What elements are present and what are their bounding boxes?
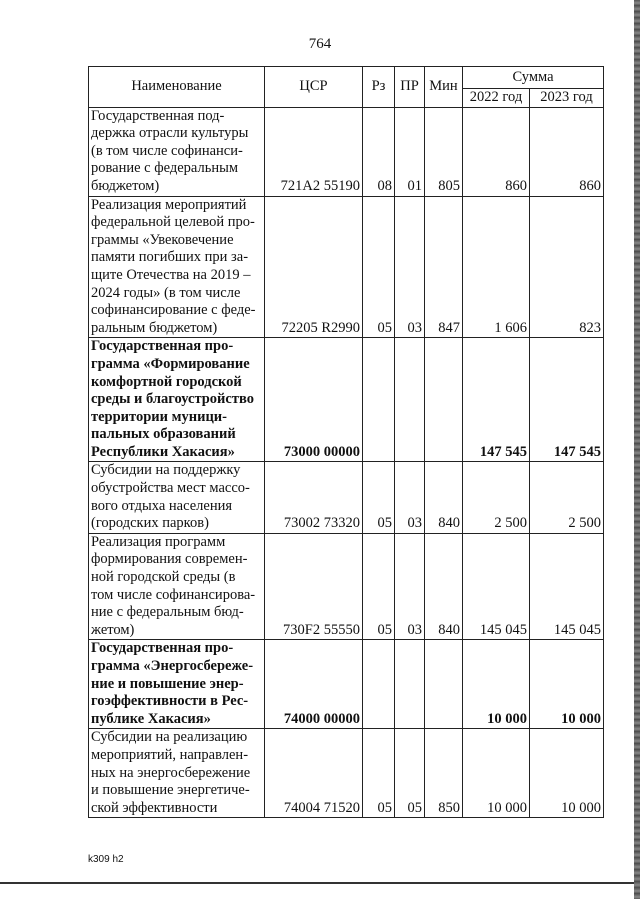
row-name-line: публике Хакасия» [91, 710, 211, 727]
row-name-line: бюджетом) [91, 177, 160, 194]
row-rz: 08 [363, 107, 395, 196]
row-name-line: держка отрасли культуры [91, 125, 249, 142]
row-name-line: ской эффективности [91, 799, 218, 816]
row-name-line: том числе софинансирова- [91, 586, 256, 603]
row-name-line: грамма «Формирование [91, 355, 250, 372]
row-csr: 72205 R2990 [265, 196, 363, 338]
row-pr [395, 640, 425, 729]
row-pr [395, 338, 425, 462]
row-name-line: ральным бюджетом) [91, 319, 218, 336]
row-sum-2023: 2 500 [530, 462, 604, 533]
table-row [89, 338, 604, 462]
row-sum-2022: 10 000 [463, 640, 530, 729]
row-name-line: гоэффективности в Рес- [91, 693, 249, 710]
row-name-line: софинансирование с феде- [91, 302, 256, 319]
row-min: 840 [425, 462, 463, 533]
row-name-line: грамма «Энергосбереже- [91, 658, 254, 674]
header-csr: ЦСР [265, 67, 363, 108]
row-name-line: Реализация программ [91, 533, 226, 550]
row-name-line: Государственная под- [91, 107, 225, 124]
header-min: Мин [425, 67, 463, 108]
row-pr: 01 [395, 107, 425, 196]
row-sum-2023: 10 000 [530, 729, 604, 818]
header-year-2022: 2022 год [463, 89, 530, 108]
row-sum-2022: 2 500 [463, 462, 530, 533]
row-name [89, 196, 265, 338]
row-rz: 05 [363, 533, 395, 640]
header-pr: ПР [395, 67, 425, 108]
row-name-line: ние и повышение энер- [91, 675, 244, 692]
header-rz: Рз [363, 67, 395, 108]
row-name-line: ных на энергосбережение [91, 764, 251, 781]
row-name [89, 533, 265, 640]
row-name-line: обустройства мест массо- [91, 480, 250, 497]
row-rz: 05 [363, 462, 395, 533]
row-name-line: комфортной городской [91, 373, 242, 390]
row-pr: 03 [395, 462, 425, 533]
row-min: 840 [425, 533, 463, 640]
page-number: 764 [308, 36, 332, 52]
row-pr: 03 [395, 196, 425, 338]
bottom-rule [0, 882, 640, 884]
row-name-line: 2024 годы» (в том числе [91, 284, 241, 301]
table-row [89, 107, 604, 196]
row-name-line: жетом) [91, 621, 135, 638]
table-body [89, 107, 604, 818]
row-sum-2022: 860 [463, 107, 530, 196]
row-name-line: и повышение энергетиче- [91, 782, 250, 799]
table-row [89, 640, 604, 729]
row-sum-2022: 10 000 [463, 729, 530, 818]
row-sum-2023: 147 545 [530, 338, 604, 462]
table-row [89, 533, 604, 640]
row-name-line: щите Отечества на 2019 – [91, 266, 251, 283]
row-name-line: (городских парков) [91, 515, 209, 532]
row-name-line: рование с федеральным [91, 160, 239, 177]
budget-table [88, 66, 604, 818]
row-name-line: Государственная про- [91, 640, 234, 657]
row-name-line: Субсидии на реализацию [91, 729, 248, 746]
row-name-line: Субсидии на поддержку [91, 462, 241, 479]
row-rz [363, 640, 395, 729]
row-pr: 03 [395, 533, 425, 640]
row-name-line: (в том числе софинанси- [91, 142, 243, 159]
row-pr: 05 [395, 729, 425, 818]
row-name-line: Республики Хакасия» [91, 443, 235, 460]
row-name-line: среды и благоустройство [91, 391, 254, 408]
footer-code: k309 h2 [88, 854, 124, 865]
header-year-2023: 2023 год [530, 89, 604, 108]
header-sum: Сумма [463, 67, 604, 89]
header-name: Наименование [89, 67, 265, 108]
row-csr: 73002 73320 [265, 462, 363, 533]
row-csr: 73000 00000 [265, 338, 363, 462]
row-min [425, 640, 463, 729]
row-csr: 74004 71520 [265, 729, 363, 818]
row-name-line: граммы «Увековечение [91, 231, 234, 248]
row-name-line: мероприятий, направлен- [91, 746, 249, 763]
row-sum-2023: 145 045 [530, 533, 604, 640]
row-sum-2022: 147 545 [463, 338, 530, 462]
row-sum-2023: 10 000 [530, 640, 604, 729]
row-sum-2022: 145 045 [463, 533, 530, 640]
row-name-line: формирования современ- [91, 551, 248, 568]
row-min: 850 [425, 729, 463, 818]
row-csr: 74000 00000 [265, 640, 363, 729]
row-sum-2023: 823 [530, 196, 604, 338]
row-name [89, 107, 265, 196]
row-sum-2023: 860 [530, 107, 604, 196]
table-row [89, 729, 604, 818]
row-name-line: ной городской среды (в [91, 569, 236, 586]
row-name-line: федеральной целевой про- [91, 214, 255, 231]
row-name [89, 462, 265, 533]
row-name-line: Реализация мероприятий [91, 196, 247, 213]
row-name [89, 729, 265, 818]
row-rz: 05 [363, 196, 395, 338]
row-name-line: ние с федеральным бюд- [91, 604, 244, 621]
row-sum-2022: 1 606 [463, 196, 530, 338]
row-name-line: памяти погибших при за- [91, 249, 249, 266]
row-min [425, 338, 463, 462]
row-rz: 05 [363, 729, 395, 818]
row-min: 847 [425, 196, 463, 338]
row-csr: 730F2 55550 [265, 533, 363, 640]
row-name-line: пальных образований [91, 426, 236, 443]
row-name-line: Государственная про- [91, 338, 234, 355]
table-row [89, 196, 604, 338]
row-min: 805 [425, 107, 463, 196]
row-csr: 721A2 55190 [265, 107, 363, 196]
row-name [89, 338, 265, 462]
row-name [89, 640, 265, 729]
scan-edge [634, 0, 640, 899]
table-row [89, 462, 604, 533]
row-name-line: вого отдыха населения [91, 497, 233, 514]
row-name-line: территории муници- [91, 408, 227, 425]
row-rz [363, 338, 395, 462]
